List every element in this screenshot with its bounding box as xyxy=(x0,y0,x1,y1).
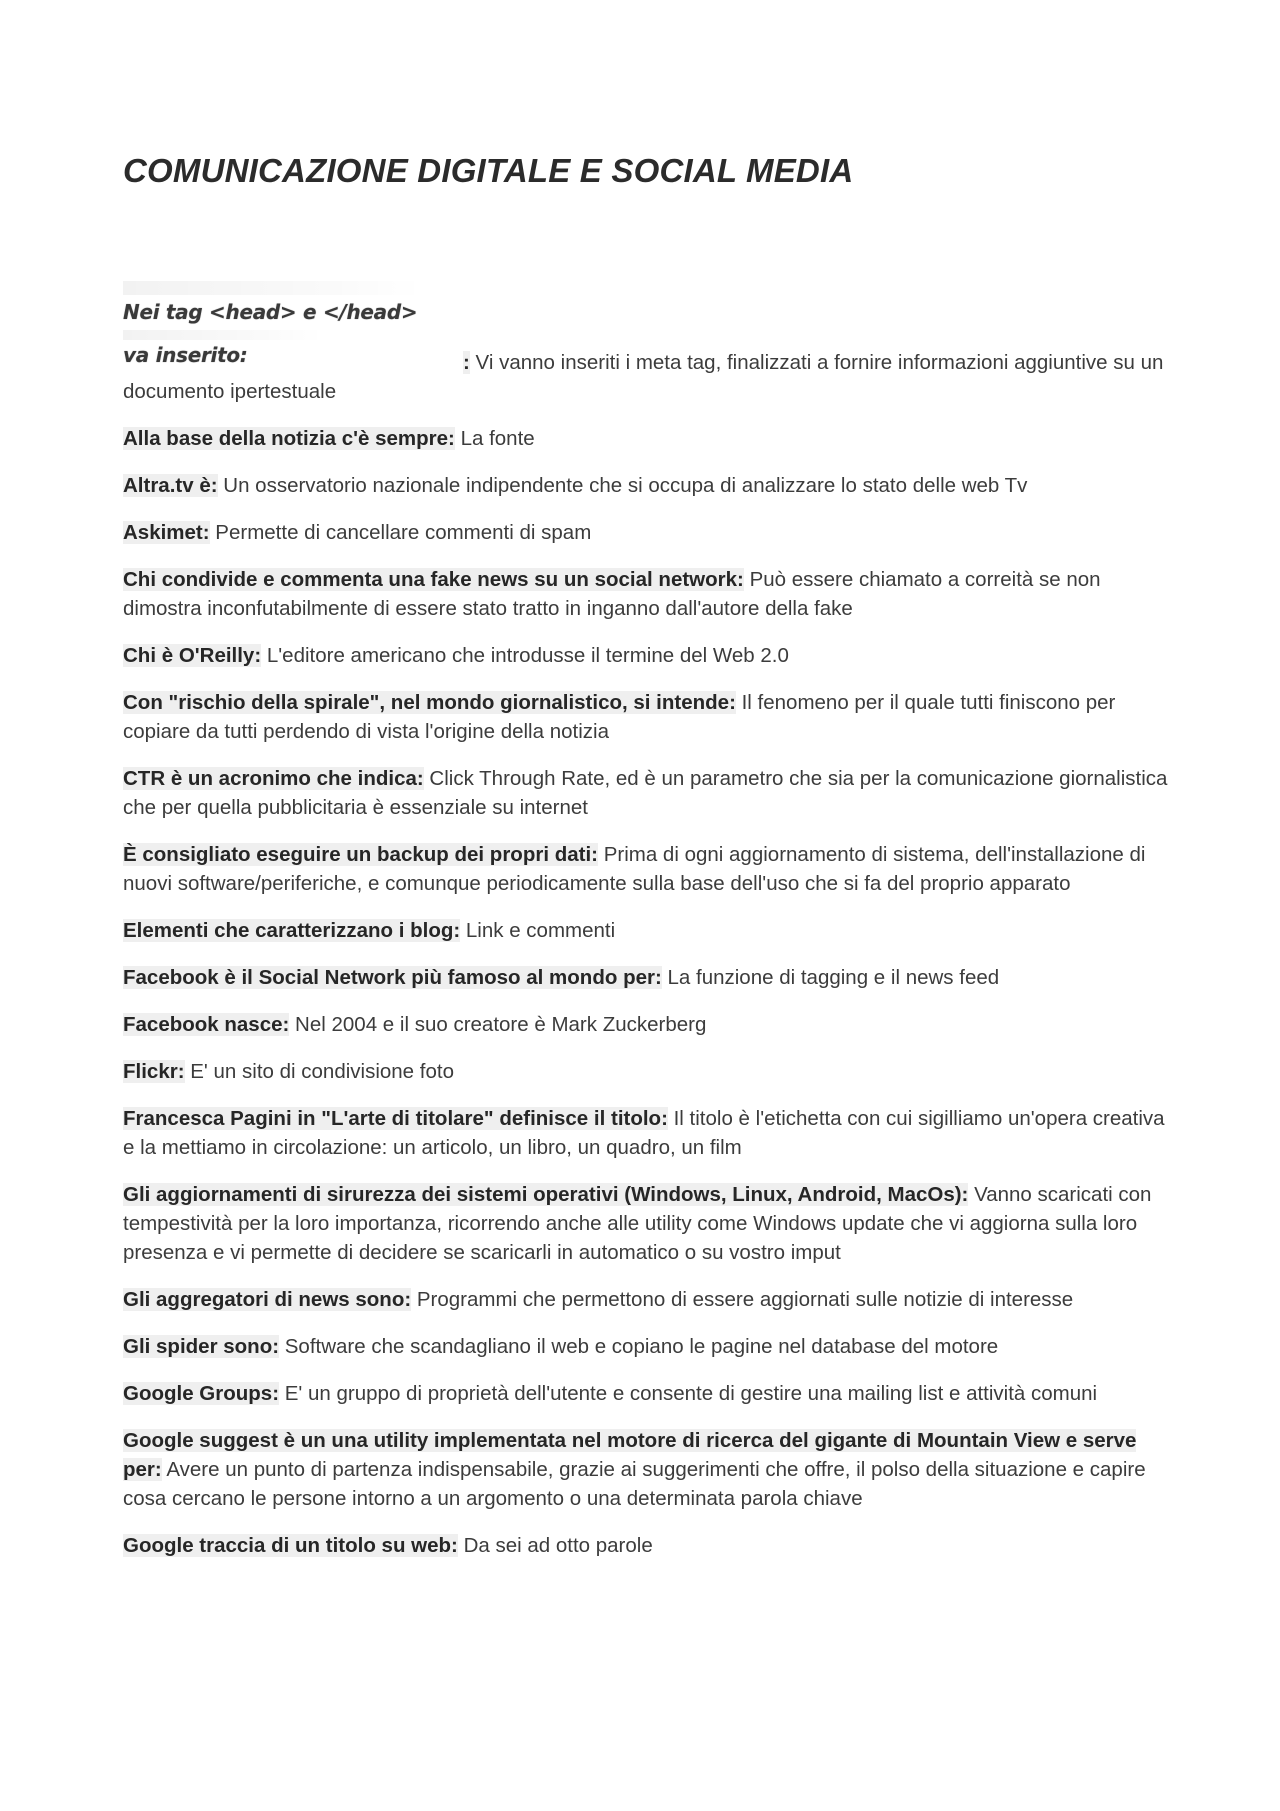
entry-question: Google traccia di un titolo su web: xyxy=(123,1534,458,1557)
entry-question: Elementi che caratterizzano i blog: xyxy=(123,919,461,942)
entry-answer: Prima di ogni aggiornamento di sistema, dell'installazione di nuovi software/periferiche, e comunque periodicamente sulla base dell'uso che si fa del proprio apparato xyxy=(123,843,1146,895)
qa-entry xyxy=(123,1285,1173,1314)
entry-question: Askimet: xyxy=(123,521,210,544)
entry-question: : xyxy=(463,351,470,374)
qa-entry xyxy=(123,1104,1173,1162)
entry-answer: Avere un punto di partenza indispensabile, grazie ai suggerimenti che offre, il polso della situazione e capire cosa cercano le persone intorno a un argomento o una determinata parola chiave xyxy=(123,1458,1146,1510)
pixelated-label-artifact xyxy=(123,330,323,340)
qa-entry xyxy=(123,764,1173,822)
qa-entry xyxy=(123,688,1173,746)
qa-entry xyxy=(123,1057,1173,1086)
entry-answer: Permette di cancellare commenti di spam xyxy=(215,521,592,544)
entry-question: Altra.tv è: xyxy=(123,474,218,497)
qa-entry xyxy=(123,963,1173,992)
entry-question: Chi è O'Reilly: xyxy=(123,644,262,667)
entry-answer: Software che scandagliano il web e copiano le pagine nel database del motore xyxy=(284,1335,999,1358)
entry-answer: Vi vanno inseriti i meta tag, finalizzati a fornire informazioni aggiuntive su un documento ipertestuale xyxy=(123,351,1164,403)
qa-entry xyxy=(123,471,1173,500)
entry-answer: E' un gruppo di proprietà dell'utente e consente di gestire una mailing list e attività comuni xyxy=(284,1382,1098,1405)
qa-entry xyxy=(123,1426,1173,1513)
qa-entry xyxy=(123,424,1173,453)
qa-entry xyxy=(123,840,1173,898)
entry-answer: Vanno scaricati con tempestività per la loro importanza, ricorrendo anche alle utility come Windows update che vi aggiorna sulla loro presenza e vi permette di decidere se scaricarli in automatico o su vostro imput xyxy=(123,1183,1152,1264)
qa-entry xyxy=(123,916,1173,945)
entry-question: CTR è un acronimo che indica: xyxy=(123,767,424,790)
entry-question: Alla base della notizia c'è sempre: xyxy=(123,427,455,450)
entry-question: Con "rischio della spirale", nel mondo giornalistico, si intende: xyxy=(123,691,736,714)
entry-question: Francesca Pagini in "L'arte di titolare" definisce il titolo: xyxy=(123,1107,668,1130)
entry-answer: L'editore americano che introdusse il termine del Web 2.0 xyxy=(266,644,789,667)
entry-answer: Può essere chiamato a correità se non dimostra inconfutabilmente di essere stato tratto in inganno dall'autore della fake xyxy=(123,568,1101,620)
document-title: COMUNICAZIONE DIGITALE E SOCIAL MEDIA xyxy=(123,152,854,189)
entry-question: Facebook è il Social Network più famoso al mondo per: xyxy=(123,966,662,989)
entry-question: Facebook nasce: xyxy=(123,1013,290,1036)
pixelated-label-line-1: Nei tag <head> e </head> xyxy=(123,300,418,324)
entry-answer: Da sei ad otto parole xyxy=(463,1534,653,1557)
qa-entry xyxy=(123,565,1173,623)
entry-answer: Il fenomeno per il quale tutti finiscono per copiare da tutti perdendo di vista l'origine della notizia xyxy=(123,691,1116,743)
entry-question: Chi condivide e commenta una fake news su un social network: xyxy=(123,568,744,591)
qa-entry xyxy=(123,518,1173,547)
entry-answer: Il titolo è l'etichetta con cui sigilliamo un'opera creativa e la mettiamo in circolazione: un articolo, un libro, un quadro, un film xyxy=(123,1107,1165,1159)
qa-entry xyxy=(123,1010,1173,1039)
entry-question: È consigliato eseguire un backup dei propri dati: xyxy=(123,843,598,866)
qa-entry xyxy=(123,1379,1173,1408)
entry-answer: Link e commenti xyxy=(465,919,616,942)
pixelated-label-artifact xyxy=(123,281,423,295)
entry-question: Flickr: xyxy=(123,1060,185,1083)
entry-question: Google Groups: xyxy=(123,1382,280,1405)
qa-entry xyxy=(123,1332,1173,1361)
entry-question: Gli spider sono: xyxy=(123,1335,280,1358)
qa-entry xyxy=(123,641,1173,670)
qa-entry xyxy=(123,1531,1173,1560)
pixelated-label-line-2: va inserito: xyxy=(123,343,248,367)
entry-answer: La fonte xyxy=(460,427,535,450)
entry-question: Google suggest è un una utility implementata nel motore di ricerca del gigante di Mountain View e serve per: xyxy=(123,1429,1137,1481)
entry-answer: Click Through Rate, ed è un parametro che sia per la comunicazione giornalistica che per quella pubblicitaria è essenziale su internet xyxy=(123,767,1168,819)
entry-answer: Un osservatorio nazionale indipendente che si occupa di analizzare lo stato delle web Tv xyxy=(223,474,1028,497)
entry-answer: E' un sito di condivisione foto xyxy=(190,1060,454,1083)
qa-list xyxy=(123,348,1173,1578)
qa-entry xyxy=(123,1180,1173,1267)
entry-answer: Programmi che permettono di essere aggiornati sulle notizie di interesse xyxy=(416,1288,1074,1311)
entry-question: Gli aggregatori di news sono: xyxy=(123,1288,412,1311)
entry-answer: La funzione di tagging e il news feed xyxy=(667,966,1000,989)
qa-entry xyxy=(123,348,1173,406)
entry-question: Gli aggiornamenti di sirurezza dei sistemi operativi (Windows, Linux, Android, MacOs): xyxy=(123,1183,969,1206)
entry-answer: Nel 2004 e il suo creatore è Mark Zuckerberg xyxy=(295,1013,707,1036)
